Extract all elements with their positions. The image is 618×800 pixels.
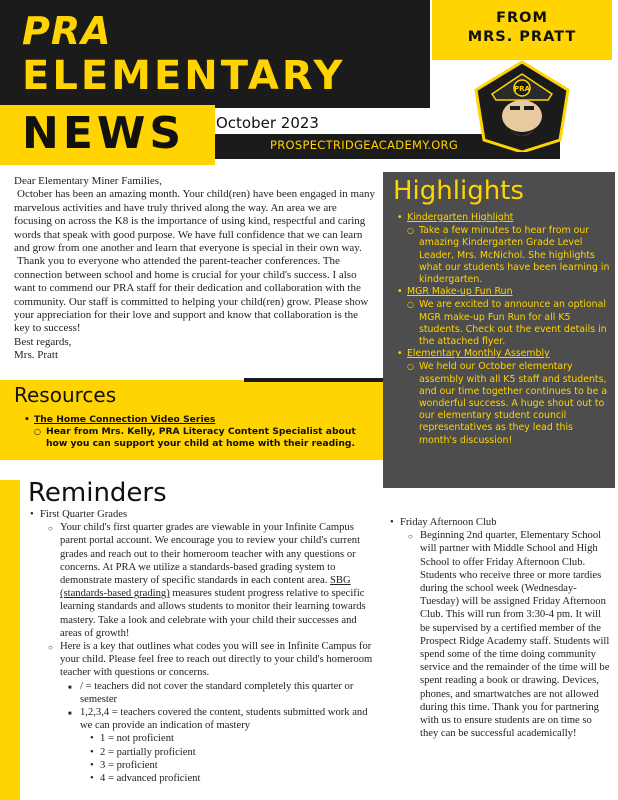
highlight-link[interactable]: MGR Make-up Fun Run xyxy=(407,286,513,298)
letter-body xyxy=(14,175,376,363)
reminders-side-strip xyxy=(0,480,20,800)
sbg-link[interactable]: SBG (standards-based grading) xyxy=(60,575,351,600)
mastery-level: • 1 = not proficient xyxy=(28,732,380,745)
letter-paragraph: October has been an amazing month. Your child(ren) have been engaged in many marvelous activities and have truly thrived along the way. An area we are focusing on across the K8 is the importance of using kind, respectful and caring words that speak with good purpose. We have full confidence that we can learn and grow from one another and learn that everyone is special in their own way. xyxy=(14,188,375,255)
grade-key-item: ■ / = teachers did not cover the standard completely this quarter or semester xyxy=(28,680,380,706)
letter-signature: Mrs. Pratt xyxy=(14,349,58,362)
reminders-title: Reminders xyxy=(28,478,167,508)
resource-item xyxy=(24,414,374,426)
issue-date: October 2023 xyxy=(216,114,319,132)
highlight-item xyxy=(397,212,611,224)
highlight-item xyxy=(397,286,611,298)
reminder-heading: • Friday Afternoon Club xyxy=(388,516,610,529)
reminder-paragraph xyxy=(28,521,380,640)
highlight-link[interactable]: Kindergarten Highlight xyxy=(407,212,514,223)
grade-key-item: ■ 1,2,3,4 = teachers covered the content, students submitted work and we can provide an indication of mastery xyxy=(28,706,380,732)
highlights-panel xyxy=(383,172,615,488)
website-link[interactable]: PROSPECTRIDGEACADEMY.ORG xyxy=(270,138,459,152)
from-label: FROM xyxy=(496,10,548,26)
reminder-text: measures student progress relative to specific learning standards and allows students to monitor their learning towards mastery. Take a look and celebrate with your child their successes and areas of growth! xyxy=(60,588,366,639)
miner-mascot-logo xyxy=(472,60,572,152)
reminder-paragraph: ○ Beginning 2nd quarter, Elementary School will partner with Middle School and High School to offer Friday Afternoon Club. Students who receive three or more tardies during the school week (Wednesday-Tuesday) will be assigned Friday Afternoon Club. This will run from 3:30-4 pm. It will be supervised by a certified member of the Prospect Ridge Academy staff. Students will spend some of the time doing community service and the remainder of the time will be spent reading a book or drawing. Devices, phones, and smartwatches are not allowed during this time. Thank you for partnering with us to ensure students are on time so they can be successful academically! xyxy=(388,529,610,740)
letter-greeting: Dear Elementary Miner Families, xyxy=(14,175,162,187)
from-box xyxy=(432,0,612,60)
resource-text: ○ Hear from Mrs. Kelly, PRA Literacy Content Specialist about how you can support your child at home with their reading. xyxy=(24,426,374,450)
letter-closing: Best regards, xyxy=(14,335,72,348)
title-line-news: NEWS xyxy=(22,108,186,159)
highlights-list xyxy=(397,212,611,447)
title-line-pra: PRA xyxy=(22,9,112,53)
highlight-text: ○ Take a few minutes to hear from our amazing Kindergarten Grade Level Leader, Mrs. McNichol. She highlights what our students have been learning in kindergarten. xyxy=(397,225,611,286)
highlight-text: ○ We held our October elementary assembly with all K5 staff and students, and our time together continues to be a wonderful success. A huge shout out to our elementary student council representatives as they lead this month's discussion! xyxy=(397,361,611,446)
video-series-link[interactable]: The Home Connection Video Series xyxy=(34,414,216,425)
resources-divider xyxy=(244,378,383,382)
resources-title: Resources xyxy=(14,383,117,407)
reminder-heading: • First Quarter Grades xyxy=(28,508,380,521)
highlights-title: Highlights xyxy=(393,176,524,206)
mastery-level: • 2 = partially proficient xyxy=(28,746,380,759)
mastery-level: • 3 = proficient xyxy=(28,759,380,772)
reminders-right-column xyxy=(388,516,610,740)
title-line-elementary: ELEMENTARY xyxy=(22,53,346,99)
logo-text: PRA xyxy=(514,85,530,93)
from-name: MRS. PRATT xyxy=(467,29,577,45)
highlight-item xyxy=(397,348,611,360)
resources-list xyxy=(24,414,374,449)
highlight-text: ○ We are excited to announce an optional MGR make-up Fun Run for all K5 students. Check out the event details in the attached flyer. xyxy=(397,299,611,348)
letter-paragraph: Thank you to everyone who attended the parent-teacher conferences. The connection between school and home is crucial for your child's success. I also want to commend our PRA staff for their dedication and collaboration with the community. Our staff is committed to helping your child(ren) grow. Please show your appreciation for their love and support and know that collaboration is the key to success! xyxy=(14,255,369,335)
reminder-paragraph: ○ Here is a key that outlines what codes you will see in Infinite Campus for your child. Please feel free to reach out directly to your child's homeroom teacher with questions or concerns. xyxy=(28,640,380,680)
reminder-text: Your child's first quarter grades are viewable in your Infinite Campus parent portal account. We encourage you to review your child's current grades and reach out to their homeroom teacher with any questions or concerns. At PRA we utilize a standards-based grading system to demonstrate mastery of specific standards in each content area. xyxy=(60,522,361,587)
reminders-left-column xyxy=(28,508,380,785)
highlight-link[interactable]: Elementary Monthly Assembly xyxy=(407,348,550,360)
mastery-level: • 4 = advanced proficient xyxy=(28,772,380,785)
